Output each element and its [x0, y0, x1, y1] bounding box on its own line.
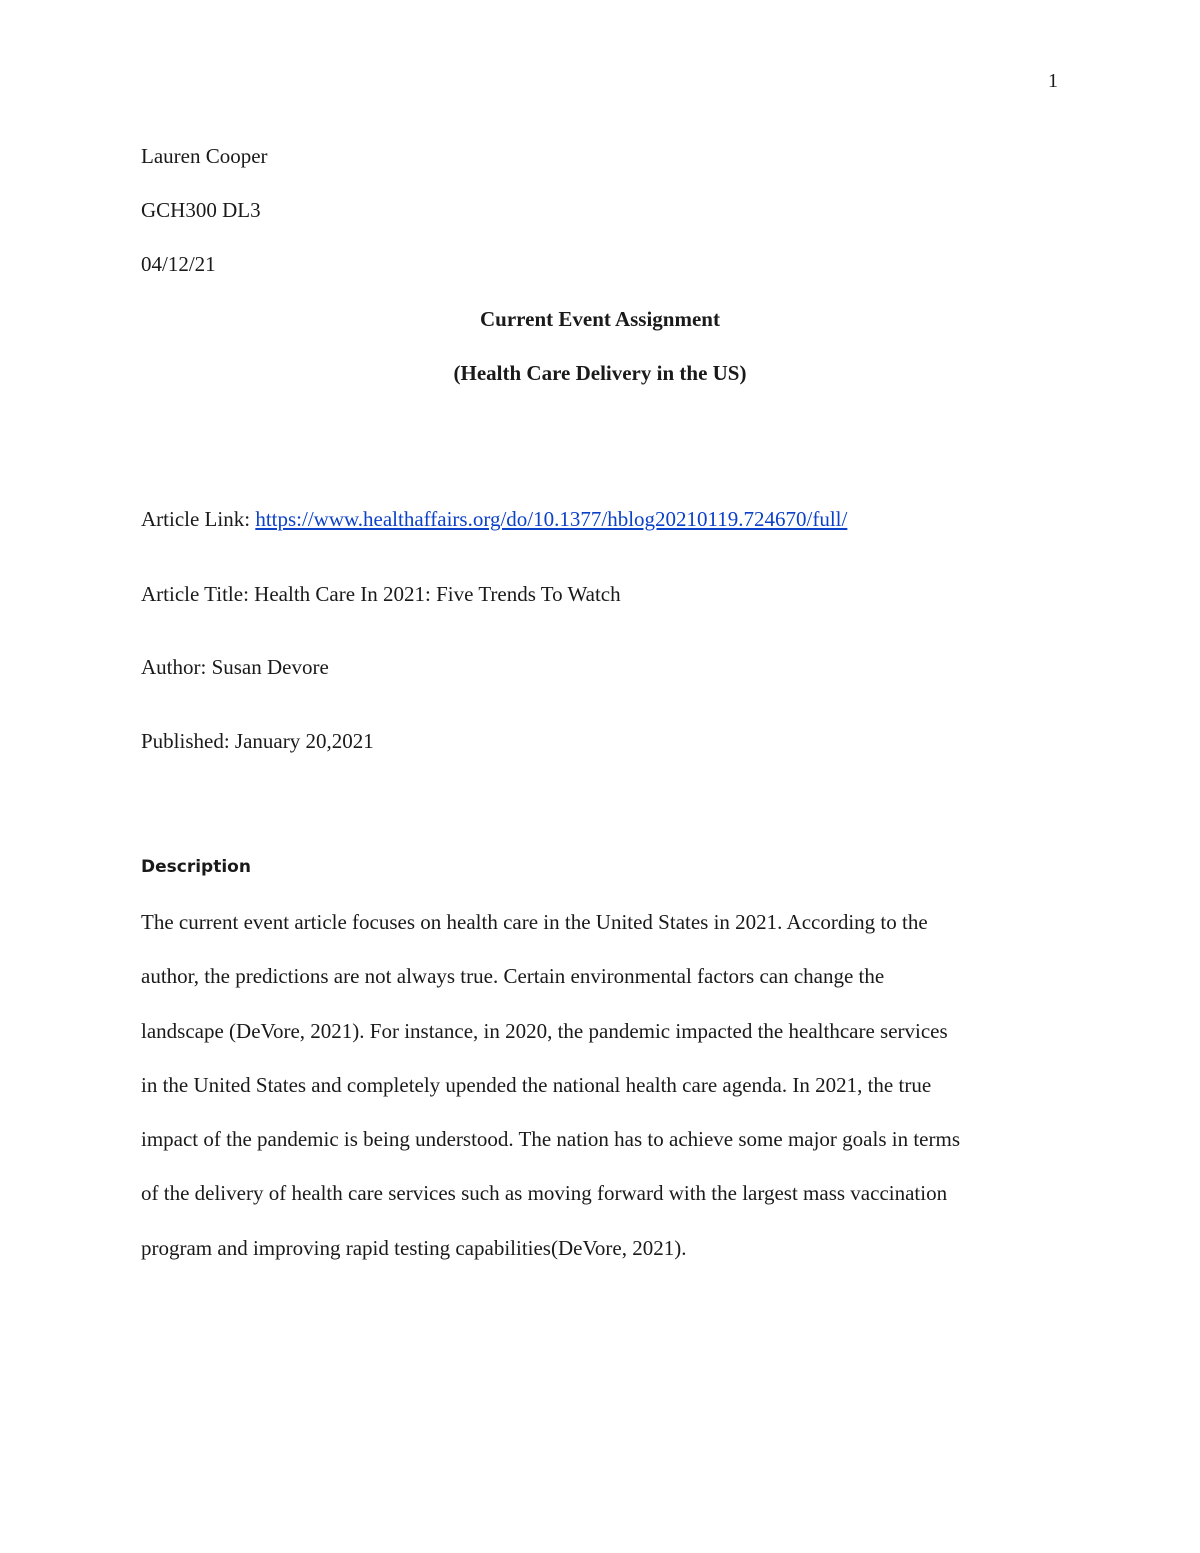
- article-link-line: [141, 509, 847, 530]
- student-name: Lauren Cooper: [141, 144, 268, 168]
- course-code: GCH300 DL3: [141, 198, 261, 222]
- page-number: 1: [1048, 70, 1058, 92]
- description-paragraph: [141, 906, 1076, 1286]
- paragraph-line: The current event article focuses on health care in the United States in 2021. According to the: [141, 910, 928, 934]
- article-title-line: Article Title: Health Care In 2021: Five Trends To Watch: [141, 582, 621, 606]
- paragraph-line: author, the predictions are not always true. Certain environmental factors can change the: [141, 964, 885, 989]
- article-link-label: Article Link:: [141, 507, 256, 531]
- paragraph-line: in the United States and completely upended the national health care agenda. In 2021, the true: [141, 1072, 932, 1097]
- page-subtitle: (Health Care Delivery in the US): [453, 361, 747, 385]
- paragraph-line: landscape (DeVore, 2021). For instance, in 2020, the pandemic impacted the healthcare services: [141, 1018, 948, 1043]
- paragraph-line: impact of the pandemic is being understood. The nation has to achieve some major goals in terms: [141, 1127, 960, 1152]
- article-link[interactable]: https://www.healthaffairs.org/do/10.1377/hblog20210119.724670/full/: [255, 507, 848, 531]
- article-author-line: Author: Susan Devore: [141, 655, 329, 679]
- article-published-line: Published: January 20,2021: [141, 729, 374, 753]
- paragraph-line: of the delivery of health care services such as moving forward with the largest mass vaccination: [141, 1181, 948, 1206]
- description-heading: Description: [141, 857, 251, 877]
- page-title: Current Event Assignment: [480, 307, 720, 331]
- paragraph-line: program and improving rapid testing capabilities(DeVore, 2021).: [141, 1235, 687, 1260]
- submission-date: 04/12/21: [141, 252, 216, 276]
